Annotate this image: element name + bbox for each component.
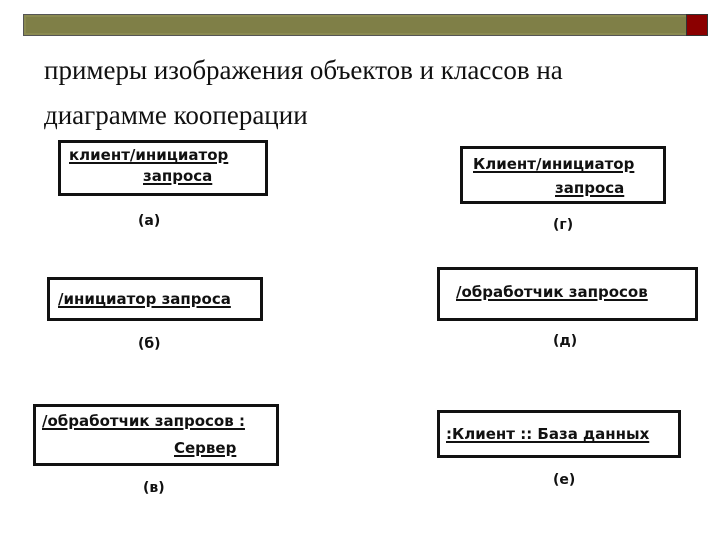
object-box-v [33, 404, 279, 466]
object-box-g-name: Клиент/инициатор [473, 155, 635, 173]
caption-d: (д) [553, 333, 578, 349]
object-box-v-name-cont: Сервер [174, 439, 237, 457]
slide-title-line-2: диаграмме кооперации [44, 100, 308, 130]
caption-e: (е) [553, 472, 576, 488]
object-box-a-name: клиент/инициатор [69, 146, 229, 164]
object-box-d [437, 267, 698, 321]
caption-g: (г) [553, 217, 574, 233]
object-box-b-name: /инициатор запроса [58, 290, 231, 308]
caption-a: (а) [138, 213, 161, 229]
object-box-g-name-cont: запроса [555, 179, 625, 197]
object-box-a-name-cont: запроса [143, 167, 213, 185]
object-box-d-name: /обработчик запросов [456, 283, 648, 301]
object-box-b [47, 277, 263, 321]
caption-v: (в) [143, 480, 165, 496]
slide-title [44, 48, 684, 138]
title-bar-decoration [23, 14, 693, 36]
corner-square-decoration [686, 14, 708, 36]
object-box-e [437, 410, 681, 458]
caption-b: (б) [138, 336, 161, 352]
object-box-a [58, 140, 268, 196]
object-box-v-name: /обработчик запросов : [42, 412, 245, 430]
object-box-e-name: :Клиент :: База данных [446, 425, 650, 443]
object-box-g [460, 146, 666, 204]
slide-title-line-1: примеры изображения объектов и классов на [44, 55, 563, 85]
